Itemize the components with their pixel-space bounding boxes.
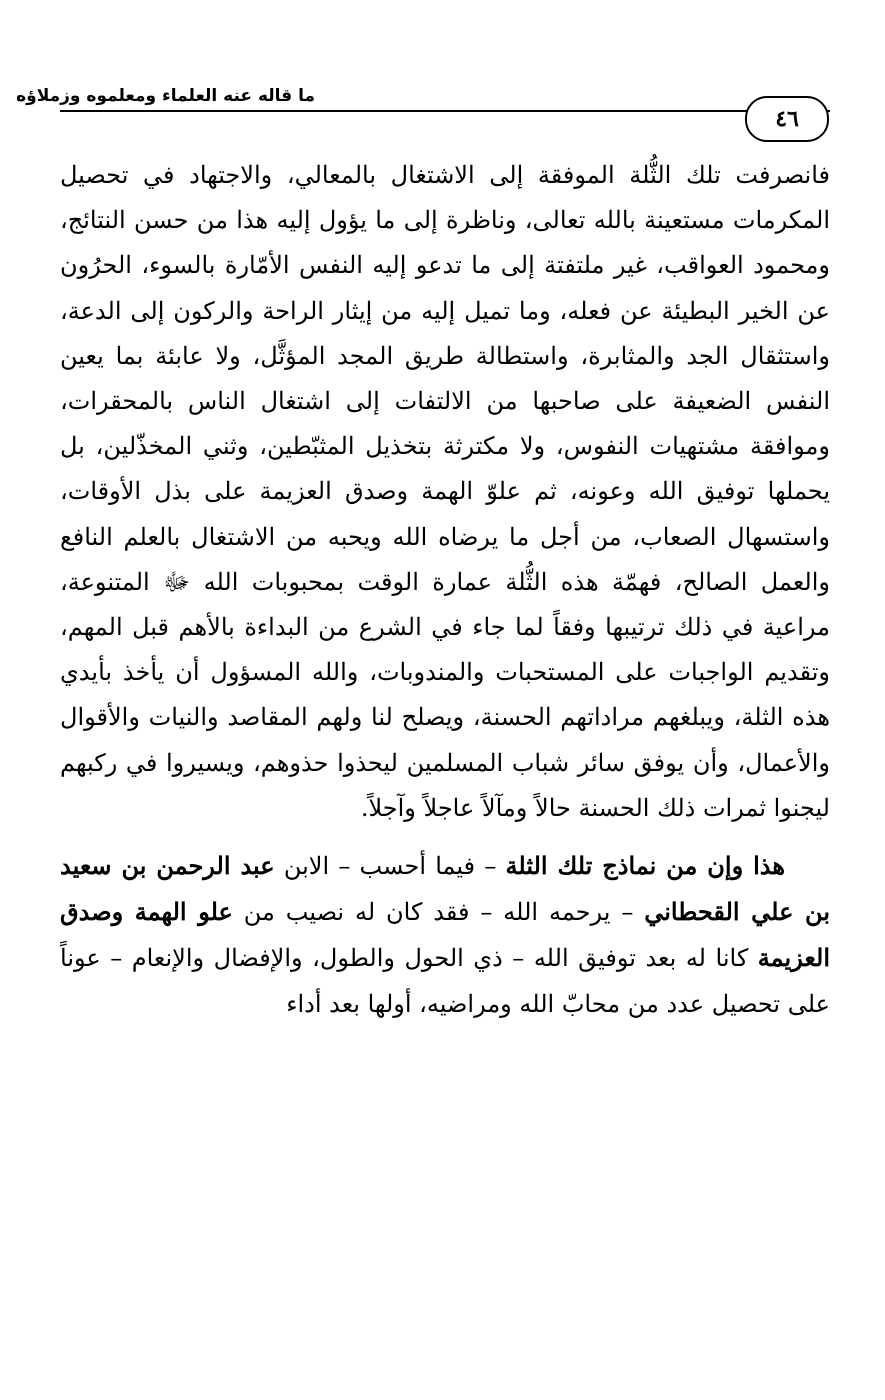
plain-text: كانا له بعد توفيق الله – ذي الحول والطول، والإفضال والإنعام – عوناً على تحصيل عدد من محابّ الله ومراضيه، أولها بعد أداء	[60, 944, 830, 1018]
header-divider	[60, 110, 830, 112]
bold-person-name: عبد الرحمن بن سعيد بن علي القحطاني	[60, 851, 830, 927]
running-header-title: ما قاله عنه العلماء ومعلموه وزملاؤه	[16, 86, 315, 106]
bold-phrase-intro: هذا وإن من نماذج تلك الثلة	[505, 851, 786, 881]
paragraph-1: فانصرفت تلك الثُّلة الموفقة إلى الاشتغال بالمعالي، والاجتهاد في تحصيل المكرمات مستعينة بالله تعالى، وناظرة إلى ما يؤول إليه هذا من حسن النتائج، ومحمود العواقب، غير ملتفتة إلى ما تدعو إليه النفس الأمّارة بالسوء، الحرُون عن الخير البطيئة عن فعله، وما تميل إليه من إيثار الراحة والركون إلى الدعة، واستثقال الجد والمثابرة، واستطالة طريق المجد المؤثَّل، ولا عابئة بما يعين النفس الضعيفة على صاحبها من الالتفات إلى اشتغال الناس بالمحقرات، وموافقة مشتهيات النفوس، ولا مكترثة بتخذيل المثبّطين، وثني المخذّلين، بل يحملها توفيق الله وعونه، ثم علوّ الهمة وصدق العزيمة على بذل الأوقات، واستسهال الصعاب، من أجل ما يرضاه الله ويحبه من الاشتغال بالعلم النافع والعمل الصالح، فهمّة هذه الثُّلة عمارة الوقت بمحبوبات الله ﷻ المتنوعة، مراعية في ذلك ترتيبها وفقاً لما جاء في الشرع من البداءة بالأهم قبل المهم، وتقديم الواجبات على المستحبات والمندوبات، والله المسؤول أن يأخذ بأيدي هذه الثلة، ويبلغهم مراداتهم الحسنة، ويصلح لنا ولهم المقاصد والنيات والأقوال والأعمال، وأن يوفق سائر شباب المسلمين ليحذوا حذوهم، ويسيروا في ركبهم ليجنوا ثمرات ذلك الحسنة حالاً ومآلاً عاجلاً وآجلاً.	[60, 161, 830, 822]
page-number-badge	[745, 96, 829, 142]
paragraph-2	[60, 843, 830, 1027]
plain-text: الابن	[274, 852, 330, 881]
body-text	[60, 153, 830, 1027]
bold-phrase-himma: علو الهمة وصدق العزيمة	[60, 897, 830, 973]
page-number: ٤٦	[775, 106, 799, 132]
aside-text: – فيما أحسب –	[329, 852, 506, 881]
plain-text: – يرحمه الله – فقد كان له نصيب من	[232, 898, 645, 927]
